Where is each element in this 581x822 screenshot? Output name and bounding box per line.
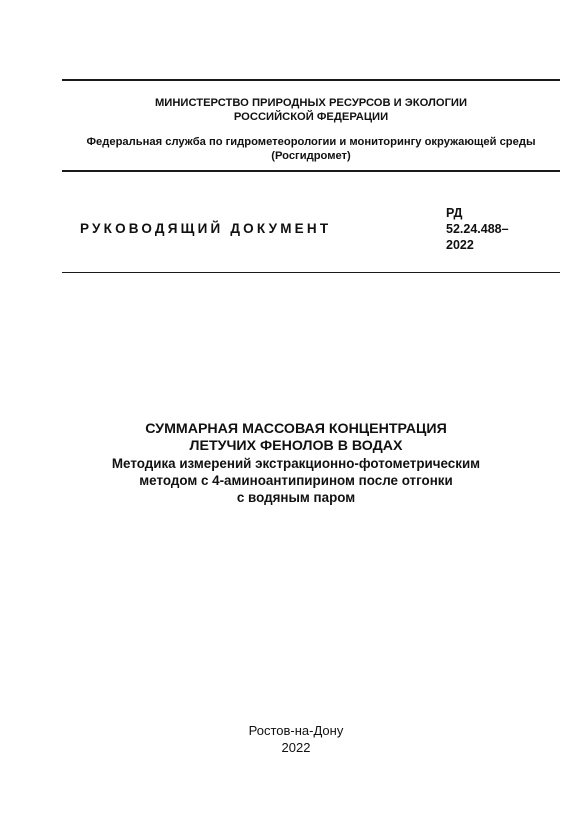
document-number-code: 52.24.488– xyxy=(446,222,509,236)
publication-city: Ростов-на-Дону xyxy=(248,723,344,738)
title-line-2: ЛЕТУЧИХ ФЕНОЛОВ В ВОДАХ xyxy=(189,438,403,454)
title-line-1: СУММАРНАЯ МАССОВАЯ КОНЦЕНТРАЦИЯ xyxy=(145,421,447,437)
ministry-name xyxy=(62,96,560,124)
document-number-year: 2022 xyxy=(446,238,474,252)
service-line-2: (Росгидромет) xyxy=(271,150,351,162)
service-line-1: Федеральная служба по гидрометеорологии и мониторингу окружающей среды xyxy=(86,136,536,148)
document-title xyxy=(62,421,530,506)
ministry-line-1: МИНИСТЕРСТВО ПРИРОДНЫХ РЕСУРСОВ И ЭКОЛОГИИ xyxy=(154,97,467,109)
middle-divider xyxy=(62,170,560,172)
publication-year: 2022 xyxy=(281,740,311,755)
publication-info xyxy=(62,722,530,756)
subtitle-line-2: методом с 4-аминоантипирином после отгонки xyxy=(139,473,453,488)
document-number-prefix: РД xyxy=(446,206,463,220)
subtitle-line-1: Методика измерений экстракционно-фотометрическим xyxy=(111,456,481,471)
document-number xyxy=(446,205,509,253)
service-name xyxy=(62,135,560,163)
bottom-divider xyxy=(62,272,560,273)
ministry-line-2: РОССИЙСКОЙ ФЕДЕРАЦИИ xyxy=(233,111,389,123)
document-type: РУКОВОДЯЩИЙ ДОКУМЕНТ xyxy=(80,221,332,236)
top-divider xyxy=(62,79,560,81)
subtitle-line-3: с водяным паром xyxy=(236,490,356,505)
